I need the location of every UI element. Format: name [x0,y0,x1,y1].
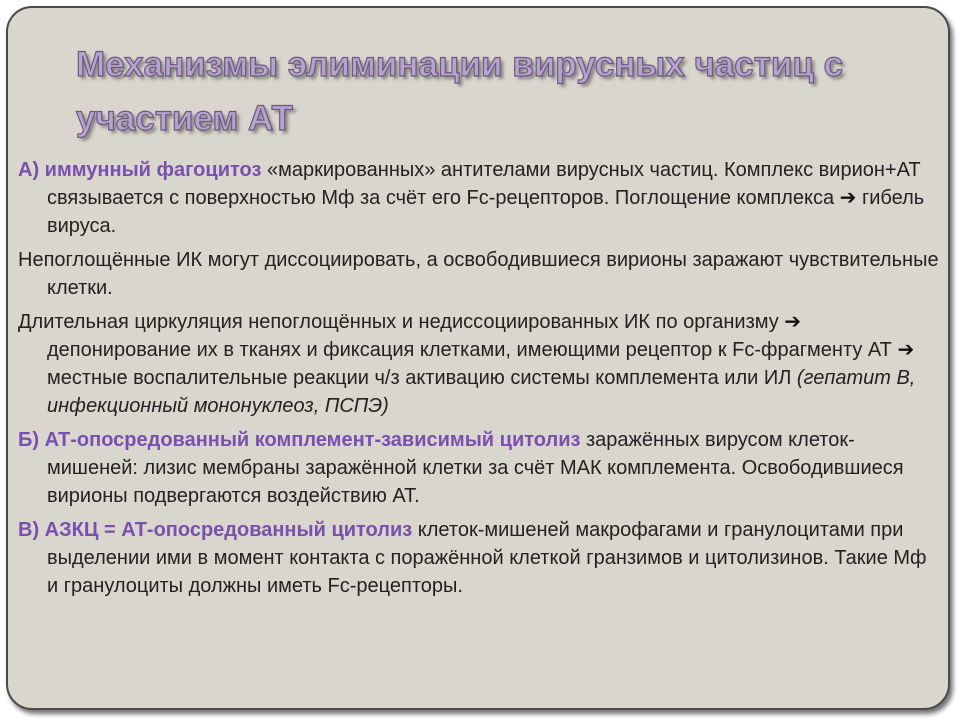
paragraph-text: местные воспалительные реакции ч/з активацию системы комплемента или ИЛ [47,367,797,389]
paragraph-text: клеток-мишеней макрофагами и гранулоцитами при выделении ими в момент контакта с поражённой клеткой гранзимов и цитолизинов. Такие Мф и гранулоциты должны иметь Fc-рецепторы. [47,519,927,597]
paragraph-complement-cytolysis [18,426,943,510]
right-arrow-icon: ➔ [897,339,915,361]
right-arrow-icon: ➔ [784,311,802,333]
slide-frame [6,6,950,710]
slide-title: Механизмы элиминации вирусных частиц с участием АТ [76,45,844,138]
paragraph-examples: (гепатит В, инфекционный мононуклеоз, ПСПЭ) [47,367,916,417]
paragraph-lead: Б) АТ-опосредованный комплемент-зависимый цитолиз [18,429,581,451]
paragraph-lead: В) АЗКЦ = АТ-опосредованный цитолиз [18,519,413,541]
paragraph-text: депонирование их в тканях и фиксация клетками, имеющими рецептор к Fc-фрагменту АТ [47,339,898,361]
paragraph-text: гибель вируса. [47,187,925,237]
paragraph-text: Непоглощённые ИК могут диссоциировать, а освободившиеся вирионы заражают чувствительные клетки. [18,249,939,299]
paragraph-immune-phagocytosis [18,156,943,240]
slide-body [18,156,943,606]
right-arrow-icon: ➔ [839,187,857,209]
paragraph-text: «маркированных» антителами вирусных частиц. Комплекс вирион+АТ связывается с поверхностью Мф за счёт его Fc-рецепторов. Поглощение комплекса [47,159,921,209]
paragraph-adcc [18,516,943,600]
paragraph-text: заражённых вирусом клеток-мишеней: лизис мембраны заражённой клетки за счёт МАК комплемента. Освободившиеся вирионы подвергаются воздействию АТ. [47,429,904,507]
paragraph-circulation [18,308,943,420]
paragraph-dissociation [18,246,943,302]
paragraph-lead: А) иммунный фагоцитоз [18,159,262,181]
paragraph-text: Длительная циркуляция непоглощённых и недиссоциированных ИК по организму [18,311,785,333]
